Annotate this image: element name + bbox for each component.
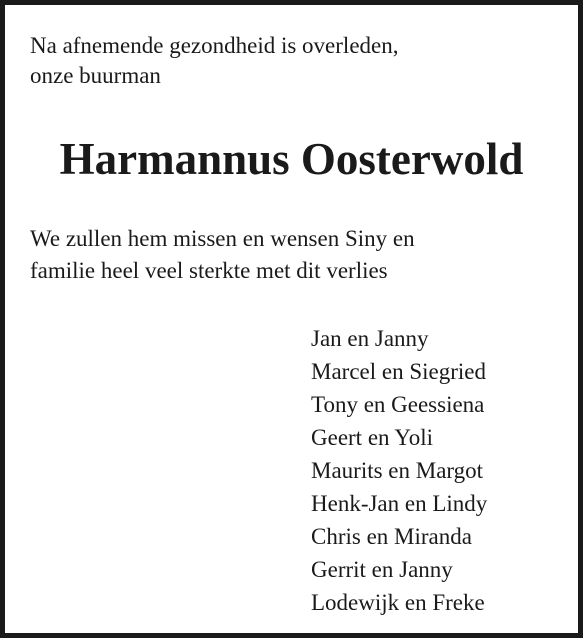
intro-text <box>30 31 398 91</box>
signer-item: Chris en Miranda <box>311 524 472 549</box>
deceased-name: Harmannus Oosterwold <box>59 134 524 184</box>
message-line-1: We zullen hem missen en wensen Siny en <box>30 226 415 251</box>
signer-item: Lodewijk en Freke <box>311 590 485 615</box>
message-line-2: familie heel veel sterkte met dit verlies <box>30 258 388 283</box>
intro-line-2: onze buurman <box>30 63 161 88</box>
signer-item: Gerrit en Janny <box>311 557 453 582</box>
signer-item: Marcel en Siegried <box>311 359 486 384</box>
condolence-message <box>30 223 415 287</box>
signer-item: Maurits en Margot <box>311 458 484 483</box>
intro-line-1: Na afnemende gezondheid is overleden, <box>30 33 399 58</box>
signer-item: Jan en Janny <box>311 326 429 351</box>
signer-item: Geert en Yoli <box>311 425 434 450</box>
signer-list <box>311 322 487 619</box>
signer-item: Tony en Geessiena <box>311 392 485 417</box>
signer-item: Henk-Jan en Lindy <box>311 491 488 516</box>
